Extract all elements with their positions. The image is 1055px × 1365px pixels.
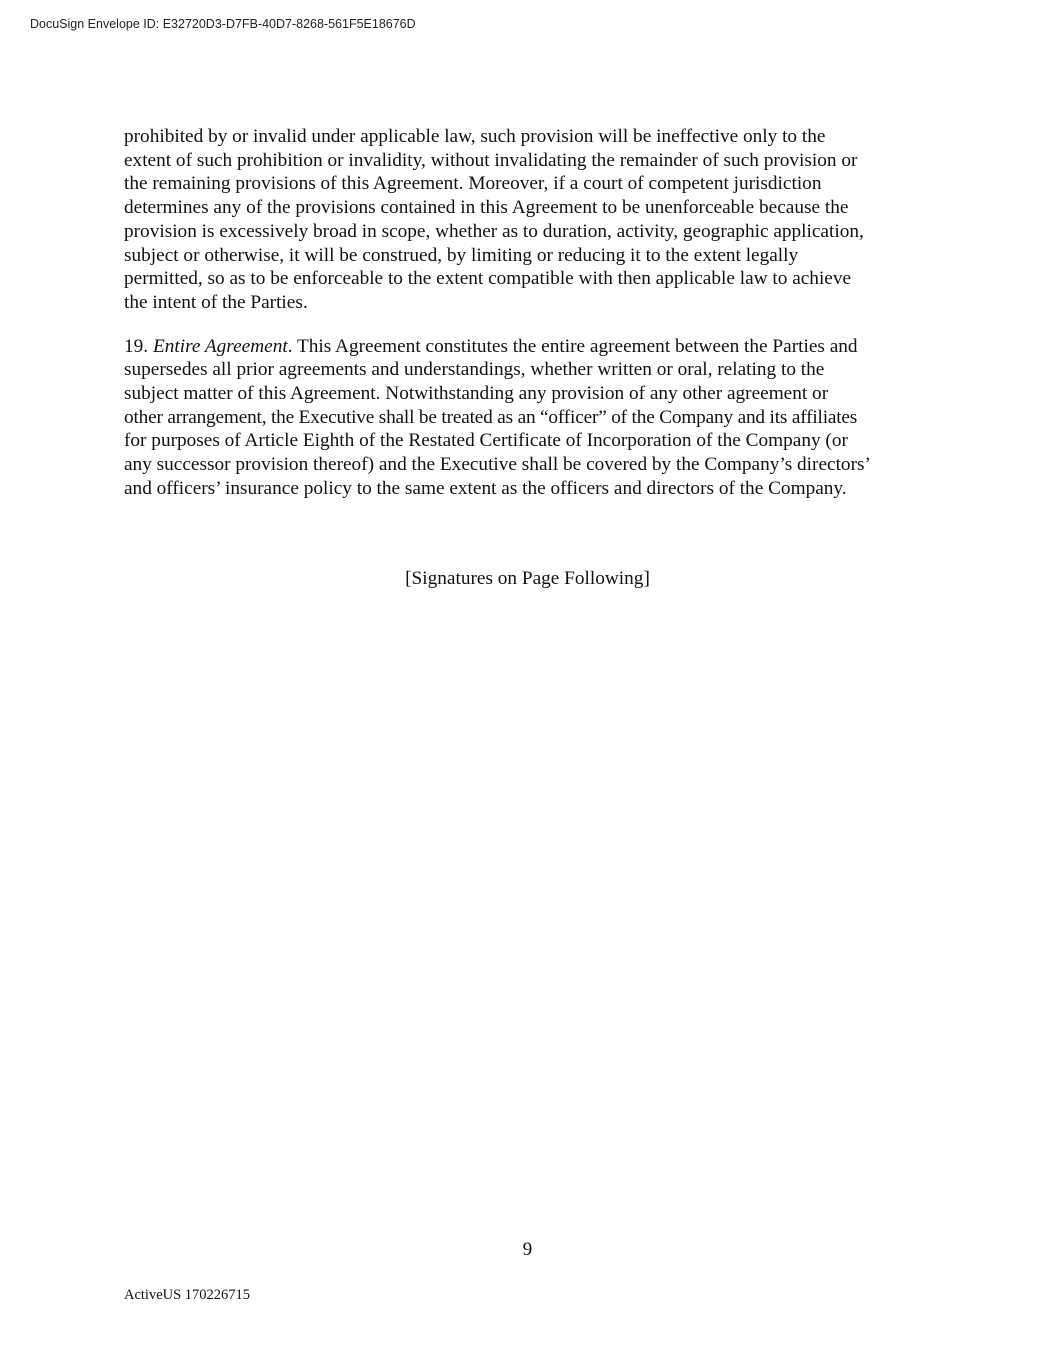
text-line: the remaining provisions of this Agreement. Moreover, if a court of competent jurisdiction: [124, 173, 822, 195]
text-line: subject matter of this Agreement. Notwithstanding any provision of any other agreement or: [124, 383, 829, 405]
text-line: subject or otherwise, it will be construed, by limiting or reducing it to the extent legally: [124, 244, 799, 266]
section-19-entire-agreement: [124, 335, 936, 501]
document-reference: ActiveUS 170226715: [124, 1287, 251, 1303]
text-line: determines any of the provisions contained in this Agreement to be unenforceable because the: [124, 197, 849, 219]
section-first-line-text: . This Agreement constitutes the entire agreement between the Parties and: [287, 335, 858, 357]
signatures-note: [Signatures on Page Following]: [405, 568, 650, 589]
text-line: other arrangement, the Executive shall be treated as an “officer” of the Company and its affiliates: [124, 406, 858, 428]
document-body: [124, 125, 936, 521]
section-19-first-line: [124, 335, 936, 359]
text-line: for purposes of Article Eighth of the Restated Certificate of Incorporation of the Company (or: [124, 430, 848, 452]
page-number: 9: [522, 1239, 533, 1260]
text-line: extent of such prohibition or invalidity, without invalidating the remainder of such provision or: [124, 149, 858, 171]
docusign-envelope-id: DocuSign Envelope ID: E32720D3-D7FB-40D7-8268-561F5E18676D: [30, 17, 416, 31]
section-heading: Entire Agreement: [152, 335, 288, 357]
text-line: provision is excessively broad in scope, whether as to duration, activity, geographic application,: [124, 220, 864, 242]
text-line: permitted, so as to be enforceable to the extent compatible with then applicable law to achieve: [124, 268, 852, 290]
text-line: any successor provision thereof) and the Executive shall be covered by the Company’s directors’: [124, 454, 871, 476]
text-line: and officers’ insurance policy to the same extent as the officers and directors of the Company.: [124, 477, 847, 499]
text-line: supersedes all prior agreements and understandings, whether written or oral, relating to the: [124, 359, 825, 381]
text-line: the intent of the Parties.: [124, 291, 308, 313]
paragraph-continued: [124, 125, 936, 315]
section-number: 19.: [124, 335, 149, 357]
text-line: prohibited by or invalid under applicable law, such provision will be ineffective only to the: [124, 126, 826, 147]
